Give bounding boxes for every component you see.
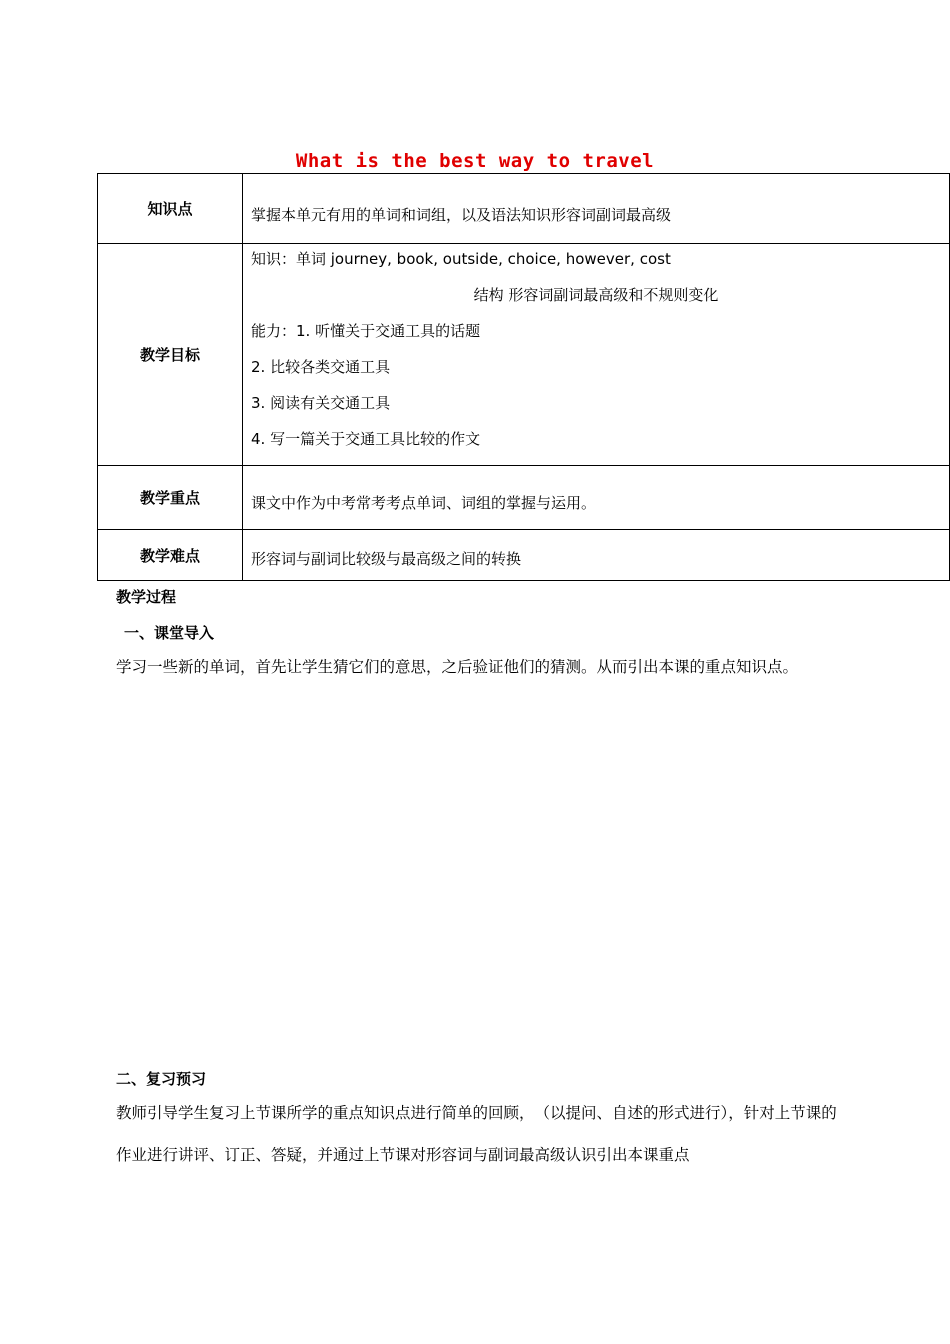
- row-label: 教学重点: [98, 466, 243, 530]
- section-text-intro: 学习一些新的单词，首先让学生猜它们的意思，之后验证他们的猜测。从而引出本课的重点知识点。: [116, 658, 799, 676]
- content-line: 结构 形容词副词最高级和不规则变化: [473, 286, 719, 304]
- lesson-plan-table: [97, 173, 950, 581]
- content-line: 4. 写一篇关于交通工具比较的作文: [251, 430, 481, 448]
- table-row: [98, 466, 950, 530]
- content-line: 能力：1. 听懂关于交通工具的话题: [251, 322, 481, 340]
- content-line: 形容词与副词比较级与最高级之间的转换: [251, 550, 522, 568]
- document-title: What is the best way to travel: [295, 150, 655, 172]
- row-label: 知识点: [98, 174, 243, 244]
- content-line: 知识：单词 journey, book, outside, choice, however, cost: [251, 250, 671, 268]
- process-heading: 教学过程: [116, 588, 177, 606]
- row-content: [243, 244, 950, 466]
- row-content: [243, 466, 950, 530]
- row-content: [243, 530, 950, 581]
- content-line: 3. 阅读有关交通工具: [251, 394, 391, 412]
- table-row: [98, 174, 950, 244]
- content-line: 掌握本单元有用的单词和词组，以及语法知识形容词副词最高级: [251, 206, 672, 224]
- row-content: [243, 174, 950, 244]
- section-heading-intro: 一、课堂导入: [124, 624, 215, 642]
- content-line: 2. 比较各类交通工具: [251, 358, 391, 376]
- row-label: 教学难点: [98, 530, 243, 581]
- table-row: [98, 530, 950, 581]
- section-text-review: 教师引导学生复习上节课所学的重点知识点进行简单的回顾， （以提问、自述的形式进行），针对上节课的作业进行讲评、订正、答疑，并通过上节课对形容词与副词最高级认识引出本课重点: [116, 1104, 837, 1164]
- section-heading-review: 二、复习预习: [116, 1070, 207, 1088]
- content-line: 课文中作为中考常考考点单词、词组的掌握与运用。: [251, 494, 597, 512]
- table-row: [98, 244, 950, 466]
- row-label: 教学目标: [98, 244, 243, 466]
